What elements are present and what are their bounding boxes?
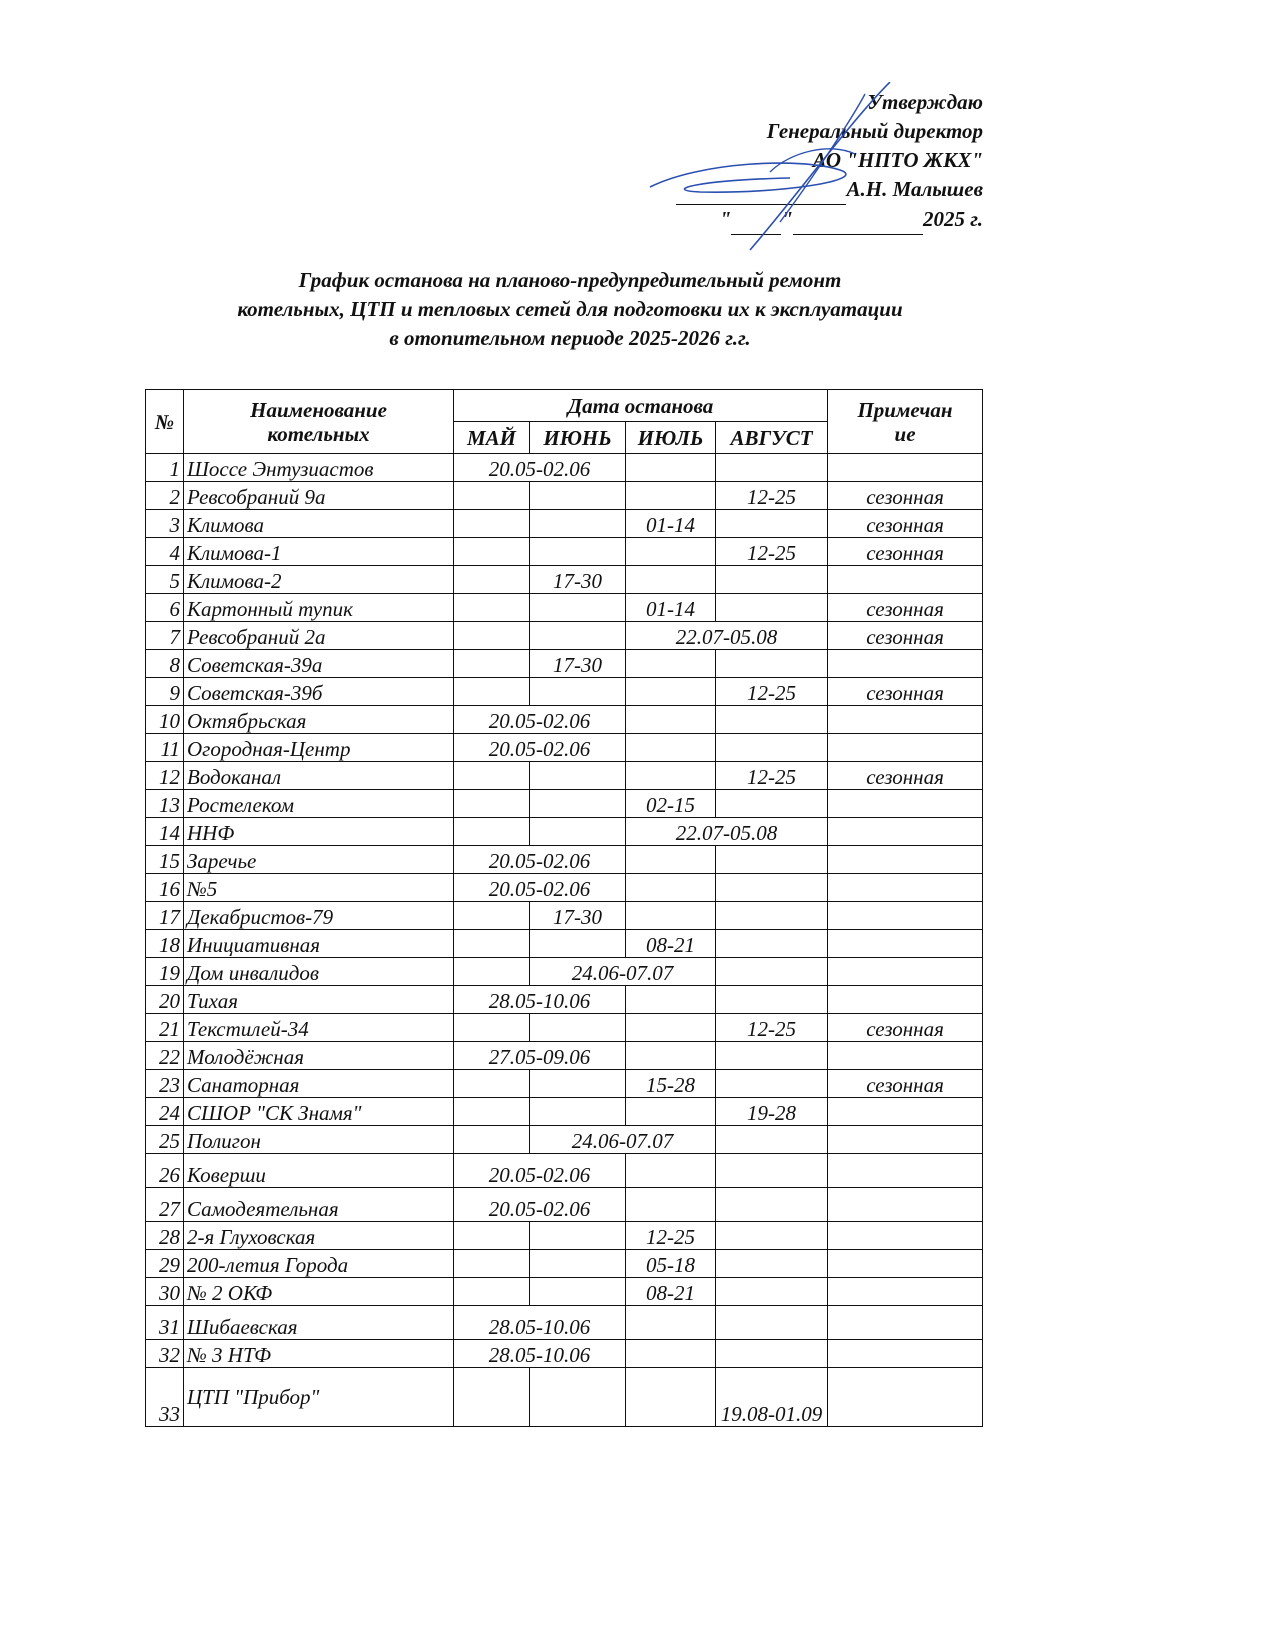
table-row xyxy=(146,1278,983,1306)
table-row xyxy=(146,594,983,622)
stop-date: 01-14 xyxy=(626,594,716,622)
empty-date-cell xyxy=(626,874,716,902)
row-note xyxy=(828,958,983,986)
empty-date-cell xyxy=(716,1042,828,1070)
boiler-name: СШОР "СК Знамя" xyxy=(184,1098,454,1126)
header-date-group: Дата останова xyxy=(454,390,828,422)
header-june: ИЮНЬ xyxy=(530,422,626,454)
empty-date-cell xyxy=(530,482,626,510)
row-number: 26 xyxy=(146,1154,184,1188)
approval-line-name xyxy=(676,175,983,205)
row-note xyxy=(828,454,983,482)
stop-date: 19.08-01.09 xyxy=(716,1368,828,1427)
empty-date-cell xyxy=(530,1070,626,1098)
table-row xyxy=(146,622,983,650)
empty-date-cell xyxy=(626,1188,716,1222)
empty-date-cell xyxy=(626,454,716,482)
row-number: 30 xyxy=(146,1278,184,1306)
empty-date-cell xyxy=(716,1278,828,1306)
empty-date-cell xyxy=(454,1070,530,1098)
empty-date-cell xyxy=(454,818,530,846)
boiler-name: Тихая xyxy=(184,986,454,1014)
empty-date-cell xyxy=(530,790,626,818)
boiler-name: №5 xyxy=(184,874,454,902)
table-row xyxy=(146,1154,983,1188)
boiler-name: Октябрьская xyxy=(184,706,454,734)
signature-underline xyxy=(676,175,846,205)
empty-date-cell xyxy=(454,678,530,706)
empty-date-cell xyxy=(530,1098,626,1126)
row-note xyxy=(828,818,983,846)
row-note: сезонная xyxy=(828,482,983,510)
boiler-name: Шоссе Энтузиастов xyxy=(184,454,454,482)
table-row xyxy=(146,1188,983,1222)
boiler-name: Коверши xyxy=(184,1154,454,1188)
header-august: АВГУСТ xyxy=(716,422,828,454)
table-row xyxy=(146,734,983,762)
boiler-name: Огородная-Центр xyxy=(184,734,454,762)
row-note xyxy=(828,1188,983,1222)
row-note: сезонная xyxy=(828,538,983,566)
date-quote-open: " xyxy=(719,207,732,231)
empty-date-cell xyxy=(626,482,716,510)
empty-date-cell xyxy=(454,594,530,622)
row-note: сезонная xyxy=(828,622,983,650)
empty-date-cell xyxy=(716,1188,828,1222)
empty-date-cell xyxy=(716,510,828,538)
table-row xyxy=(146,1070,983,1098)
empty-date-cell xyxy=(626,650,716,678)
boiler-name: Климова-2 xyxy=(184,566,454,594)
row-number: 14 xyxy=(146,818,184,846)
empty-date-cell xyxy=(626,1042,716,1070)
empty-date-cell xyxy=(454,958,530,986)
boiler-name: Советская-39б xyxy=(184,678,454,706)
row-note xyxy=(828,1154,983,1188)
table-row xyxy=(146,1368,983,1427)
row-note xyxy=(828,902,983,930)
empty-date-cell xyxy=(626,1098,716,1126)
stop-date: 08-21 xyxy=(626,1278,716,1306)
stop-date: 12-25 xyxy=(716,678,828,706)
row-number: 22 xyxy=(146,1042,184,1070)
table-row xyxy=(146,846,983,874)
row-note xyxy=(828,874,983,902)
row-number: 31 xyxy=(146,1306,184,1340)
row-number: 25 xyxy=(146,1126,184,1154)
row-number: 33 xyxy=(146,1368,184,1427)
table-row xyxy=(146,1340,983,1368)
row-number: 24 xyxy=(146,1098,184,1126)
row-note xyxy=(828,706,983,734)
empty-date-cell xyxy=(626,986,716,1014)
empty-date-cell xyxy=(454,1368,530,1427)
stop-date: 12-25 xyxy=(716,762,828,790)
row-note: сезонная xyxy=(828,762,983,790)
boiler-name: Картонный тупик xyxy=(184,594,454,622)
stop-date: 22.07-05.08 xyxy=(626,622,828,650)
table-row xyxy=(146,678,983,706)
boiler-name: Советская-39а xyxy=(184,650,454,678)
row-number: 17 xyxy=(146,902,184,930)
table-row xyxy=(146,566,983,594)
row-note xyxy=(828,1250,983,1278)
boiler-name: Заречье xyxy=(184,846,454,874)
row-number: 6 xyxy=(146,594,184,622)
title-line-2: котельных, ЦТП и тепловых сетей для подготовки их к эксплуатации xyxy=(237,297,903,321)
empty-date-cell xyxy=(716,846,828,874)
table-row xyxy=(146,538,983,566)
header-num: № xyxy=(146,390,184,454)
row-number: 12 xyxy=(146,762,184,790)
row-number: 13 xyxy=(146,790,184,818)
empty-date-cell xyxy=(530,1250,626,1278)
header-name-line2: котельных xyxy=(267,421,370,446)
boiler-name: Ростелеком xyxy=(184,790,454,818)
empty-date-cell xyxy=(626,538,716,566)
table-row xyxy=(146,902,983,930)
stop-date: 19-28 xyxy=(716,1098,828,1126)
table-row xyxy=(146,1306,983,1340)
empty-date-cell xyxy=(454,510,530,538)
empty-date-cell xyxy=(626,1154,716,1188)
header-july: ИЮЛЬ xyxy=(626,422,716,454)
boiler-name: Водоканал xyxy=(184,762,454,790)
row-note xyxy=(828,986,983,1014)
empty-date-cell xyxy=(716,594,828,622)
row-note xyxy=(828,1340,983,1368)
stop-date: 28.05-10.06 xyxy=(454,1306,626,1340)
boiler-name: 200-летия Города xyxy=(184,1250,454,1278)
row-number: 21 xyxy=(146,1014,184,1042)
row-note: сезонная xyxy=(828,1070,983,1098)
empty-date-cell xyxy=(626,1368,716,1427)
boiler-name: № 2 ОКФ xyxy=(184,1278,454,1306)
empty-date-cell xyxy=(626,762,716,790)
boiler-name: Шибаевская xyxy=(184,1306,454,1340)
row-note xyxy=(828,650,983,678)
header-note-line2: ие xyxy=(894,421,916,446)
empty-date-cell xyxy=(454,622,530,650)
row-number: 9 xyxy=(146,678,184,706)
boiler-name: Дом инвалидов xyxy=(184,958,454,986)
boiler-name: Самодеятельная xyxy=(184,1188,454,1222)
empty-date-cell xyxy=(530,538,626,566)
empty-date-cell xyxy=(716,1250,828,1278)
empty-date-cell xyxy=(530,762,626,790)
empty-date-cell xyxy=(530,930,626,958)
boiler-name: Ревсобраний 9а xyxy=(184,482,454,510)
schedule-table xyxy=(145,389,983,1427)
date-month-blank xyxy=(793,205,923,235)
table-row xyxy=(146,930,983,958)
table-row xyxy=(146,1250,983,1278)
table-row xyxy=(146,650,983,678)
table-row xyxy=(146,1098,983,1126)
date-day-blank xyxy=(731,205,781,235)
empty-date-cell xyxy=(716,874,828,902)
row-number: 29 xyxy=(146,1250,184,1278)
table-row xyxy=(146,1042,983,1070)
empty-date-cell xyxy=(716,1306,828,1340)
stop-date: 12-25 xyxy=(626,1222,716,1250)
row-number: 3 xyxy=(146,510,184,538)
table-row xyxy=(146,454,983,482)
schedule-rows xyxy=(146,454,983,1427)
empty-date-cell xyxy=(626,734,716,762)
row-number: 32 xyxy=(146,1340,184,1368)
boiler-name: ННФ xyxy=(184,818,454,846)
table-row xyxy=(146,1014,983,1042)
approval-line-company: АО "НПТО ЖКХ" xyxy=(812,148,983,172)
row-note: сезонная xyxy=(828,510,983,538)
header-note-line1: Примечан xyxy=(857,397,953,422)
row-number: 15 xyxy=(146,846,184,874)
row-note xyxy=(828,566,983,594)
boiler-name: ЦТП "Прибор" xyxy=(184,1368,454,1427)
stop-date: 08-21 xyxy=(626,930,716,958)
boiler-name: № 3 НТФ xyxy=(184,1340,454,1368)
stop-date: 12-25 xyxy=(716,482,828,510)
header-name xyxy=(184,390,454,454)
stop-date: 20.05-02.06 xyxy=(454,706,626,734)
stop-date: 24.06-07.07 xyxy=(530,958,716,986)
approval-block xyxy=(676,88,983,235)
row-number: 28 xyxy=(146,1222,184,1250)
header-may: МАЙ xyxy=(454,422,530,454)
title-line-1: График останова на планово-предупредительный ремонт xyxy=(298,268,842,292)
empty-date-cell xyxy=(716,958,828,986)
approval-line-approve: Утверждаю xyxy=(867,90,983,114)
table-row xyxy=(146,818,983,846)
empty-date-cell xyxy=(530,678,626,706)
row-note: сезонная xyxy=(828,1014,983,1042)
empty-date-cell xyxy=(716,1222,828,1250)
boiler-name: Молодёжная xyxy=(184,1042,454,1070)
boiler-name: Санаторная xyxy=(184,1070,454,1098)
empty-date-cell xyxy=(716,566,828,594)
empty-date-cell xyxy=(454,762,530,790)
empty-date-cell xyxy=(530,1014,626,1042)
header-name-line1: Наименование xyxy=(250,397,387,422)
row-note xyxy=(828,734,983,762)
row-number: 18 xyxy=(146,930,184,958)
empty-date-cell xyxy=(716,706,828,734)
row-number: 1 xyxy=(146,454,184,482)
row-number: 8 xyxy=(146,650,184,678)
row-number: 4 xyxy=(146,538,184,566)
stop-date: 01-14 xyxy=(626,510,716,538)
stop-date: 05-18 xyxy=(626,1250,716,1278)
row-note xyxy=(828,930,983,958)
title-line-3: в отопительном периоде 2025-2026 г.г. xyxy=(389,326,751,350)
empty-date-cell xyxy=(626,1014,716,1042)
approval-line-date xyxy=(676,205,983,235)
row-note xyxy=(828,846,983,874)
row-number: 20 xyxy=(146,986,184,1014)
empty-date-cell xyxy=(626,1340,716,1368)
table-row xyxy=(146,706,983,734)
table-row xyxy=(146,790,983,818)
empty-date-cell xyxy=(716,1154,828,1188)
stop-date: 22.07-05.08 xyxy=(626,818,828,846)
empty-date-cell xyxy=(626,1306,716,1340)
stop-date: 28.05-10.06 xyxy=(454,986,626,1014)
boiler-name: Ревсобраний 2а xyxy=(184,622,454,650)
empty-date-cell xyxy=(530,1222,626,1250)
stop-date: 24.06-07.07 xyxy=(530,1126,716,1154)
row-number: 23 xyxy=(146,1070,184,1098)
boiler-name: Текстилей-34 xyxy=(184,1014,454,1042)
empty-date-cell xyxy=(530,818,626,846)
stop-date: 20.05-02.06 xyxy=(454,874,626,902)
empty-date-cell xyxy=(716,930,828,958)
boiler-name: Климова-1 xyxy=(184,538,454,566)
empty-date-cell xyxy=(530,510,626,538)
stop-date: 17-30 xyxy=(530,650,626,678)
stop-date: 20.05-02.06 xyxy=(454,846,626,874)
empty-date-cell xyxy=(716,1126,828,1154)
row-note xyxy=(828,1306,983,1340)
empty-date-cell xyxy=(716,1340,828,1368)
empty-date-cell xyxy=(626,902,716,930)
table-row xyxy=(146,986,983,1014)
boiler-name: Полигон xyxy=(184,1126,454,1154)
stop-date: 20.05-02.06 xyxy=(454,1188,626,1222)
director-name: А.Н. Малышев xyxy=(846,177,983,201)
empty-date-cell xyxy=(716,650,828,678)
stop-date: 12-25 xyxy=(716,1014,828,1042)
stop-date: 27.05-09.06 xyxy=(454,1042,626,1070)
empty-date-cell xyxy=(626,678,716,706)
table-row xyxy=(146,510,983,538)
document-title xyxy=(180,266,960,353)
stop-date: 17-30 xyxy=(530,566,626,594)
approval-line-position: Генеральный директор xyxy=(766,119,983,143)
empty-date-cell xyxy=(530,594,626,622)
row-number: 11 xyxy=(146,734,184,762)
empty-date-cell xyxy=(454,482,530,510)
empty-date-cell xyxy=(454,1222,530,1250)
boiler-name: Декабристов-79 xyxy=(184,902,454,930)
row-number: 5 xyxy=(146,566,184,594)
row-note xyxy=(828,1368,983,1427)
empty-date-cell xyxy=(716,790,828,818)
empty-date-cell xyxy=(454,790,530,818)
empty-date-cell xyxy=(716,734,828,762)
stop-date: 02-15 xyxy=(626,790,716,818)
date-quote-close: " xyxy=(781,207,794,231)
row-note xyxy=(828,1126,983,1154)
empty-date-cell xyxy=(530,622,626,650)
boiler-name: Инициативная xyxy=(184,930,454,958)
empty-date-cell xyxy=(454,930,530,958)
row-number: 19 xyxy=(146,958,184,986)
empty-date-cell xyxy=(716,454,828,482)
table-row xyxy=(146,1222,983,1250)
empty-date-cell xyxy=(530,1368,626,1427)
table-row xyxy=(146,1126,983,1154)
row-note xyxy=(828,1222,983,1250)
empty-date-cell xyxy=(716,1070,828,1098)
empty-date-cell xyxy=(454,1278,530,1306)
empty-date-cell xyxy=(530,1278,626,1306)
row-note xyxy=(828,790,983,818)
stop-date: 12-25 xyxy=(716,538,828,566)
header-note xyxy=(828,390,983,454)
stop-date: 20.05-02.06 xyxy=(454,454,626,482)
empty-date-cell xyxy=(454,902,530,930)
row-note: сезонная xyxy=(828,678,983,706)
stop-date: 20.05-02.06 xyxy=(454,1154,626,1188)
stop-date: 20.05-02.06 xyxy=(454,734,626,762)
empty-date-cell xyxy=(454,650,530,678)
empty-date-cell xyxy=(454,566,530,594)
empty-date-cell xyxy=(716,986,828,1014)
empty-date-cell xyxy=(454,538,530,566)
empty-date-cell xyxy=(626,846,716,874)
boiler-name: 2-я Глуховская xyxy=(184,1222,454,1250)
boiler-name: Климова xyxy=(184,510,454,538)
empty-date-cell xyxy=(626,706,716,734)
row-number: 16 xyxy=(146,874,184,902)
table-row xyxy=(146,482,983,510)
row-number: 10 xyxy=(146,706,184,734)
empty-date-cell xyxy=(454,1098,530,1126)
row-number: 27 xyxy=(146,1188,184,1222)
empty-date-cell xyxy=(626,566,716,594)
row-number: 7 xyxy=(146,622,184,650)
row-number: 2 xyxy=(146,482,184,510)
empty-date-cell xyxy=(454,1250,530,1278)
row-note xyxy=(828,1042,983,1070)
stop-date: 28.05-10.06 xyxy=(454,1340,626,1368)
empty-date-cell xyxy=(454,1126,530,1154)
row-note xyxy=(828,1278,983,1306)
empty-date-cell xyxy=(454,1014,530,1042)
table-row xyxy=(146,874,983,902)
stop-date: 15-28 xyxy=(626,1070,716,1098)
table-row xyxy=(146,762,983,790)
stop-date: 17-30 xyxy=(530,902,626,930)
date-year: 2025 г. xyxy=(923,207,983,231)
row-note: сезонная xyxy=(828,594,983,622)
row-note xyxy=(828,1098,983,1126)
table-row xyxy=(146,958,983,986)
empty-date-cell xyxy=(716,902,828,930)
